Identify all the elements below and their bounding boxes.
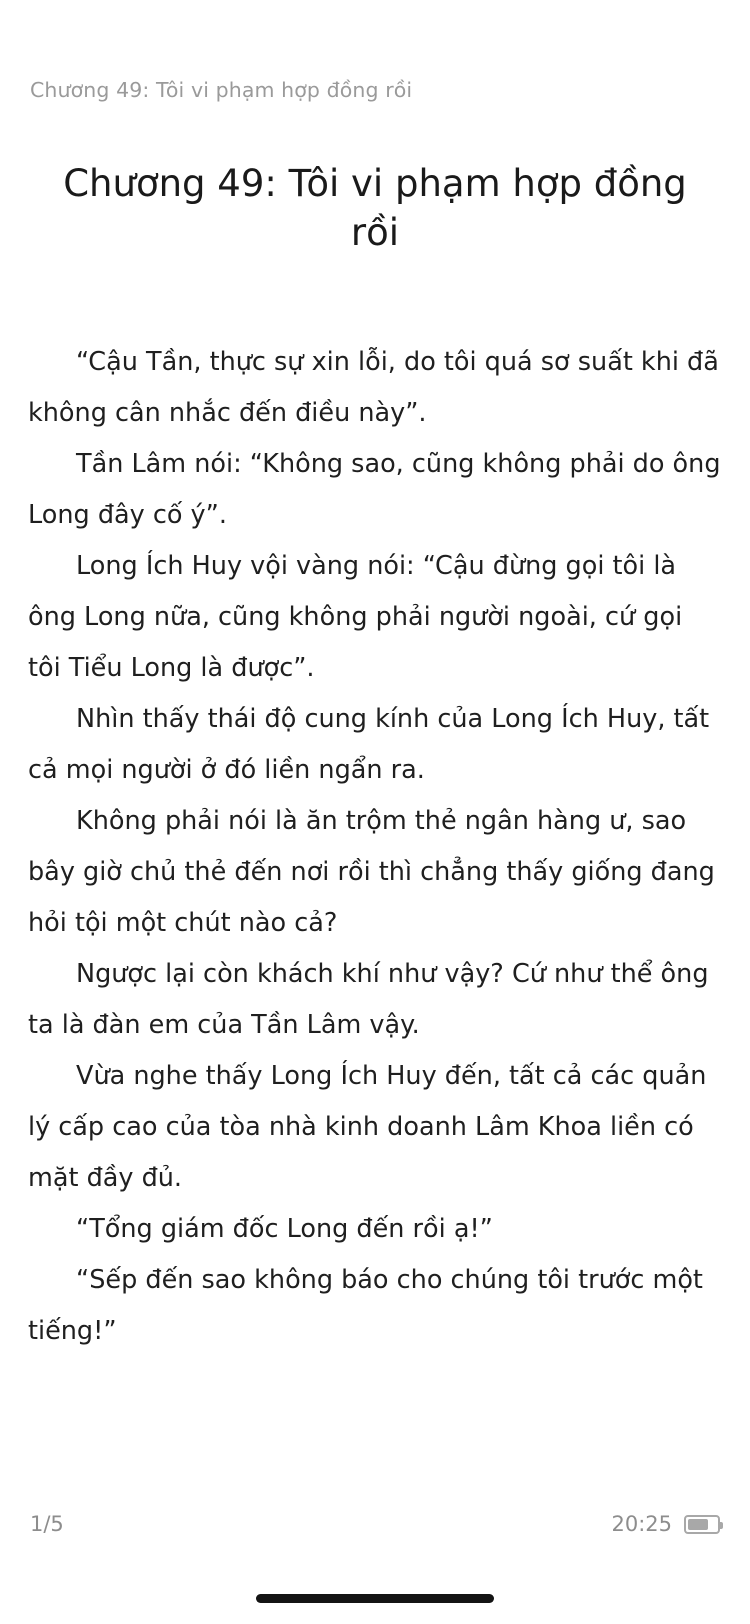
paragraph: “Sếp đến sao không báo cho chúng tôi trước một tiếng!” (28, 1265, 703, 1346)
battery-icon (684, 1515, 720, 1534)
reader-footer (0, 1494, 750, 1624)
paragraph: “Tổng giám đốc Long đến rồi ạ!” (76, 1214, 493, 1244)
battery-fill (688, 1519, 708, 1530)
paragraph: Tần Lâm nói: “Không sao, cũng không phải do ông Long đây cố ý”. (28, 449, 721, 530)
paragraph: Không phải nói là ăn trộm thẻ ngân hàng ư, sao bây giờ chủ thẻ đến nơi rồi thì chẳng thấy giống đang hỏi tội một chút nào cả? (28, 806, 715, 938)
home-indicator[interactable] (256, 1594, 494, 1603)
page-title: Chương 49: Tôi vi phạm hợp đồng rồi (63, 161, 687, 254)
status-cluster (611, 1512, 720, 1536)
paragraph: “Cậu Tần, thực sự xin lỗi, do tôi quá sơ suất khi đã không cân nhắc đến điều này”. (28, 347, 719, 428)
paragraph: Nhìn thấy thái độ cung kính của Long Ích Huy, tất cả mọi người ở đó liền ngẩn ra. (28, 704, 710, 785)
page-indicator: 1/5 (30, 1512, 64, 1536)
running-head: Chương 49: Tôi vi phạm hợp đồng rồi (30, 78, 413, 102)
paragraph: Long Ích Huy vội vàng nói: “Cậu đừng gọi tôi là ông Long nữa, cũng không phải người ngoài, cứ gọi tôi Tiểu Long là được”. (28, 551, 683, 683)
clock-label: 20:25 (611, 1512, 672, 1536)
paragraph: Vừa nghe thấy Long Ích Huy đến, tất cả các quản lý cấp cao của tòa nhà kinh doanh Lâm Khoa liền có mặt đầy đủ. (28, 1061, 707, 1193)
footer-row (30, 1512, 720, 1536)
chapter-body (28, 337, 722, 1357)
paragraph: Ngược lại còn khách khí như vậy? Cứ như thể ông ta là đàn em của Tần Lâm vậy. (28, 959, 709, 1040)
